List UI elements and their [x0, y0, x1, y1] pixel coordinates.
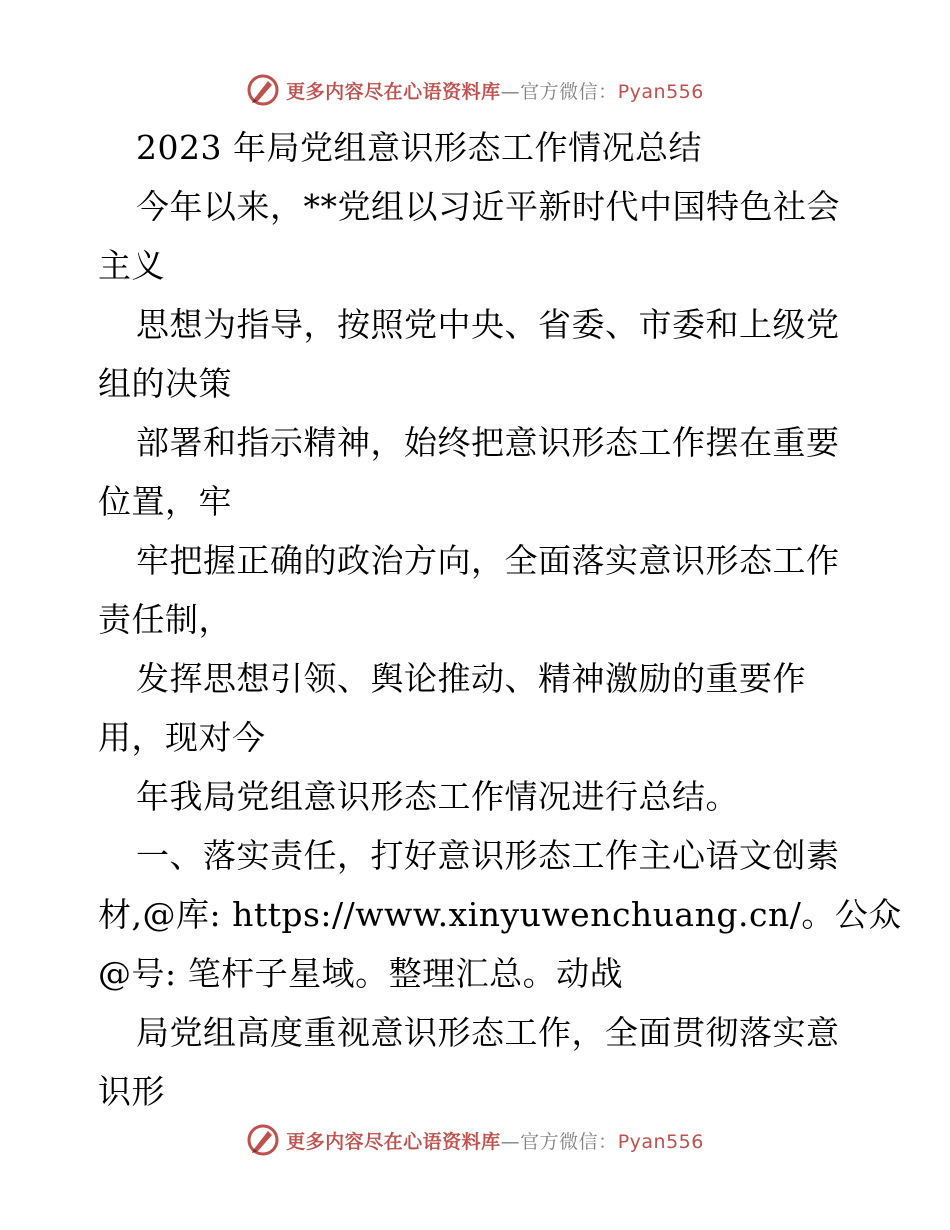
document-body	[98, 118, 902, 1121]
watermark-label: 官方微信：	[520, 1130, 618, 1153]
text-line: 材,@库: https://www.xinyuwenchuang.cn/。公众	[98, 895, 902, 934]
text-line: 局党组高度重视意识形态工作，全面贯彻落实意	[136, 1013, 840, 1052]
watermark-label: 官方微信：	[520, 80, 618, 103]
watermark-text	[286, 77, 704, 104]
text-line: 用，现对今	[98, 718, 266, 757]
watermark-account: Pyan556	[617, 1130, 704, 1153]
text-line: 主义	[98, 246, 165, 285]
text-line: 思想为指导，按照党中央、省委、市委和上级党	[136, 305, 840, 344]
pen-logo-icon	[246, 73, 280, 107]
text-line: 今年以来，**党组以习近平新时代中国特色社会	[136, 187, 840, 226]
pen-logo-icon	[246, 1123, 280, 1157]
watermark-separator: —	[500, 1130, 521, 1153]
header-watermark	[0, 70, 950, 110]
text-line: 位置，牢	[98, 482, 232, 521]
watermark-separator: —	[500, 80, 521, 103]
text-line: 发挥思想引领、舆论推动、精神激励的重要作	[136, 659, 806, 698]
text-line: 年我局党组意识形态工作情况进行总结。	[136, 777, 739, 816]
watermark-text	[286, 1127, 704, 1154]
watermark-brand: 更多内容尽在心语资料库	[286, 1130, 501, 1153]
text-line: @号: 笔杆子星域。整理汇总。动战	[98, 954, 624, 993]
text-line: 责任制，	[98, 600, 232, 639]
section-heading-line: 一、落实责任，打好意识形态工作主心语文创素	[136, 836, 840, 875]
text-line: 部署和指示精神，始终把意识形态工作摆在重要	[136, 423, 840, 462]
watermark-account: Pyan556	[617, 80, 704, 103]
document-title: 2023 年局党组意识形态工作情况总结	[136, 128, 702, 167]
footer-watermark	[0, 1120, 950, 1160]
text-line: 牢把握正确的政治方向，全面落实意识形态工作	[136, 541, 840, 580]
text-line: 组的决策	[98, 364, 232, 403]
text-line: 识形	[98, 1072, 165, 1111]
watermark-brand: 更多内容尽在心语资料库	[286, 80, 501, 103]
